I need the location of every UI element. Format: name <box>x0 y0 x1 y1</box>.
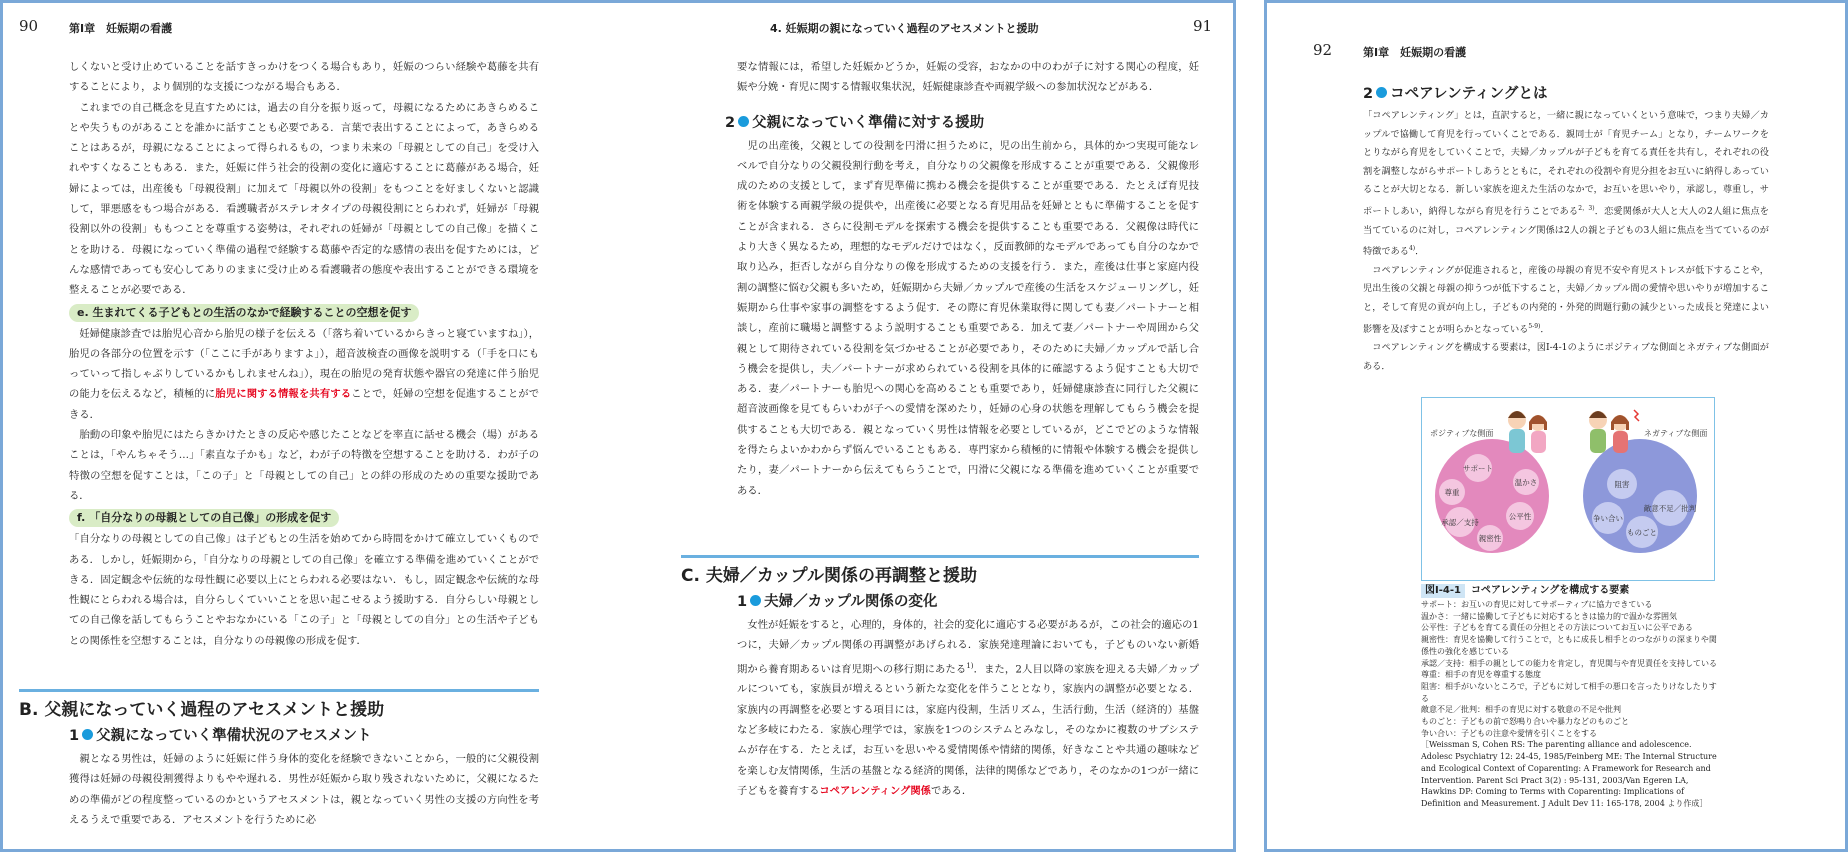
heading-2: 2 父親になっていく準備に対する援助 <box>725 114 985 131</box>
caption-title-row: 図Ⅰ-4-1 コペアレンティングを構成する要素 <box>1421 584 1721 598</box>
item-label: 親密性 <box>1478 534 1502 543</box>
item-label: 承認／支持 <box>1441 518 1479 527</box>
caption-line: 温かさ：一緒に協働して子どもに対応するときは協力的で温かな雰囲気 <box>1421 611 1677 621</box>
item-label: 敵意不足／批判 <box>1643 504 1697 513</box>
heading-b1: 1 父親になっていく準備状況のアセスメント <box>69 728 372 744</box>
caption-line: 敵意不足／批判：相手の育児に対する敬意の不足や批判 <box>1421 705 1621 715</box>
single-page <box>1264 0 1848 852</box>
emphasis-text: コペアレンティング関係 <box>819 784 931 797</box>
running-head-left: 第Ⅰ章 妊娠期の看護 <box>69 22 173 35</box>
paragraph: 女性が妊娠をすると，心理的，身体的，社会的変化に適応する必要があるが，この社会的適応の1つに，夫婦／カップル関係の再調整があげられる．家族発達理論においても，子どものいない新婚期から養育期あるいは育児期への移行期にあたる$^{1)}$．また，2人目以降の家族を迎える夫婦／カップルについても，家族員が増えるという新たな変化を伴うこととなり，家族内の調整が必要となる．家族内の再調整を必要とする項目には，家庭内役割，生活リズム，生活行動，生活（経済的）基盤など多岐にわたる．家族心理学では，家族を1つのシステムとみなし，そのなかに複数のサブシステムが存在する．たとえば，お互いを思いやる愛情関係や情緒的関係，好きなことや共通の趣味などを楽しむ友情関係，生活の基盤となる経済的関係，法律的関係などであり，そのなかの1つが一緒に子どもを養育するコペアレンティング関係である． <box>737 619 1199 797</box>
section-b-body <box>69 721 539 830</box>
section-c-body <box>737 587 1199 801</box>
subheading-f: f. 「自分なりの母親としての自己像」の形成を促す <box>69 509 339 527</box>
paragraph: しくないと受け止めていることを話すきっかけをつくる場合もあり，妊娠のつらい経験や葛藤を共有することにより，より個別的な支援につながる場合もある． <box>69 61 539 94</box>
paragraph: 親となる男性は，妊婦のように妊娠に伴う身体的変化を経験できないことから，一般的に父親役割獲得は妊婦の母親役割獲得よりもやや遅れる．男性が妊娠から取り残されないために，父親になるための準備がどの程度整っているのかというアセスメントは，親となっていく男性の支援の方向性を考えるうえで重要である．アセスメントを行うために必 <box>69 753 539 826</box>
paragraph: これまでの自己概念を見直すためには，過去の自分を振り返って，母親になるためにあきらめることや失うものがあることを誰かに話すことも必要である．言葉で表出することによって，あきらめることはあるが，母親になることによって得られるもの，つまり未来の「母親としての自己」を受け入れやすくなることもある．また，妊娠に伴う社会的役割の変化に適応することに葛藤がある場合，妊婦によっては，出産後も「母親役割」に加えて「母親以外の役割」をもつことを好ましくないと認識して，罪悪感をもつ場合がある．看護職者がステレオタイプの母親役割にとらわれず，妊婦が「母親役割以外の役割」ももつことを尊重する姿勢は，それぞれの妊婦が「母親としての自己像」を描くことを助ける．母親になっていく準備の過程で経験する葛藤や否定的な感情の表出を促すためには，どんな感情であっても安心してありのままに受け止める看護職者の態度や表出することができる環境を整えることが必要である． <box>69 101 539 297</box>
coparenting-illustration <box>1422 398 1714 580</box>
item-label: ものごと <box>1627 528 1657 537</box>
left-page-text <box>69 57 539 651</box>
caption-line: 承認／支持：相手の親としての能力を肯定し，育児関与や育児責任を支持している <box>1421 658 1717 668</box>
right-page-text <box>725 57 1199 501</box>
subheading-e: e. 生まれてくる子どもとの生活のなかで経験することの空想を促す <box>69 304 419 322</box>
bullet-dot-icon <box>738 116 749 127</box>
item-label: 阻害 <box>1614 480 1630 489</box>
paragraph: コペアレンティングが促進されると，産後の母親の育児不安や育児ストレスが低下することや，児出生後の父親と母親の抑うつが低下すること，夫婦／カップル間の愛情や思いやりが増加すること，そして育児の貢が向上し，子どもの内発的・外発的問題行動の減少といった成長と発達によい影響を及ぼすことが明らかとなっている$^{5-9)}$． <box>1363 264 1769 335</box>
figure-badge: 図Ⅰ-4-1 <box>1421 584 1465 598</box>
caption-line: 親密性：育児を協働して行うことで，ともに成長し相手とのつながりの深まりや関係性の強化を感じている <box>1421 635 1717 656</box>
bullet-dot-icon <box>750 595 761 606</box>
paragraph: 胎動の印象や胎児にはたらきかけたときの反応や感じたことなどを率直に話せる機会（場）があることは，「やんちゃそう…」「素直な子かも」など，わが子の特徴を空想することを助ける．わが子の特徴の空想を促すことは，「この子」と「母親としての自己」との絆の形成のための重要な援助である． <box>69 429 539 502</box>
item-label: 争い合い <box>1593 514 1623 523</box>
page-number-right: 91 <box>1193 17 1213 35</box>
bullet-dot-icon <box>82 729 93 740</box>
caption-line: 尊重：相手の育児を尊重する態度 <box>1421 670 1541 680</box>
paragraph: 「自分なりの母親としての自己像」は子どもとの生活を始めてから時間をかけて確立していくものである．しかし，妊娠期から，「自分なりの母親としての自己像」を確立する準備を進めていくことができる．固定観念や伝統的な母性観に必要以上にとらわれる必要はない．もし，固定観念や伝統的な母性観にとらわれる場合は，自分らしくていいことを思い起こせるよう援助する．自分らしい母親としての自己像を話してもらうことやおなかにいる「この子」と「母親としての自分」との生活や子どもとの関係性を空想することは，自分なりの母親像の形成を促す． <box>69 533 539 647</box>
caption-line: 公平性：子どもを育てる責任の分担とその方法についてお互いに公平である <box>1421 623 1693 633</box>
heading-c1: 1 夫婦／カップル関係の変化 <box>737 594 938 610</box>
emphasis-text: 胎児に関する情報を共有する <box>215 388 352 401</box>
parents-positive-icon <box>1508 411 1547 453</box>
caption-line: 争い合い：子どもの注意や愛情を引くことをする <box>1421 728 1597 738</box>
paragraph: 「コペアレンティング」とは，直訳すると，一緒に親になっていくという意味で，つまり夫婦／カップルで協働して育児を行っていくことである．親同士が「育児チーム」となり，チームワークをとりながら育児をしていくことで，夫婦／カップルが子どもを育てる責任を共有し，それぞれの役割を調整しながらサポートしあうとともに，それぞれの役割や育児分担をお互いに納得しあっていることが大切となる．新しい家族を迎えた生活のなかで，お互いを思いやり，承認し，尊重し，サポートしあい，納得しながら育児を行うことである$^{2,3)}$．恋愛関係が大人と大人の2人組に焦点を当てているのに対し，コペアレンティング関係は2人の親と子どもの3人組に焦点を当てているのが特徴である$^{4)}$． <box>1363 110 1769 258</box>
heading-coparenting: 2 コペアレンティングとは <box>1363 86 1548 102</box>
page-number-left: 90 <box>19 17 39 35</box>
bullet-dot-icon <box>1376 87 1387 98</box>
page-number-92: 92 <box>1313 41 1333 59</box>
paragraph: コペアレンティングを構成する要素は，図Ⅰ-4-1のようにポジティブな側面とネガティブな側面がある． <box>1363 342 1769 372</box>
paragraph: 児の出産後，父親としての役割を円滑に担うために，児の出生前から，具体的かつ実現可能なレベルで自分なりの父親役割行動を考え，自分なりの父親像を形成することが重要である．父親像形成のための支援として，まず育児準備に携わる機会を提供することが重要である．たとえば育児技術を体験する両親学級の提供や，出産後に必要となる育児用品を妊婦とともに準備することを促すことが含まれる．さらに役割モデルを探索する機会を提供することも重要である．父親像は時代により大きく異なるため，理想的なモデルだけではなく，反面教師的なモデルであっても自分のなかで取り込み，拒否しながら自分なりの像を形成するための支援を行う．また，産後は仕事と家庭内役割の調整に悩む父親も多いため，妊娠期から夫婦／カップルで産後の生活をスケジューリングし，妊娠期から仕事や家事の調整をするよう促す．その際に育児休業取得に関しても妻／パートナーと相談し，産前に職場と調整するよう説明することも重要である．加えて妻／パートナーや周囲から父親として期待されている役割を気づかせることが必要であり，そのために夫婦／カップルで話し合う機会を提供し，夫／パートナーが求められている役割を具体的に確認するよう促すことも大切である．妻／パートナーも胎児への関心を高めることも重要であり，妊婦健康診査に同行した父親に超音波画像を見てもらいわが子への愛情を深めたり，妊婦の心身の状態を理解してもらう機会を提供することも大切である．親となっていく男性は情報を必要としているが，どこでどのような情報を得たらよいかわからず悩んでいることもある．専門家から積極的に情報や体験する機会を提供したり，妻／パートナーから伝えてもらうことで，円滑に父親になる準備を進めていくことが重要である． <box>737 139 1199 497</box>
paragraph: 要な情報には，希望した妊娠かどうか，妊娠の受容，おなかの中のわが子に対する関心の程度，妊娠や分娩・育児に関する情報収集状況，妊娠健康診査や両親学級への参加状況などがある． <box>737 61 1199 94</box>
page92-text <box>1363 83 1769 377</box>
running-head-92: 第Ⅰ章 妊娠期の看護 <box>1363 46 1467 59</box>
caption-line: ものごと：子どもの前で怒鳴り合いや暴力などのものごと <box>1421 717 1629 727</box>
item-label: サポート <box>1463 464 1493 473</box>
paragraph: 妊婦健康診査では胎児心音から胎児の様子を伝える（「落ち着いているからきっと寝ていますね」），胎児の各部分の位置を示す（「ここに手がありますよ」），超音波検査の画像を説明する（「手を口にもっていって指しゃぶりしているかもしれませんね」），現在の胎児の発育状態や器官の発達に伴う胎児の能力を伝えるなど，積極的に胎児に関する情報を共有することで，妊婦の空想を促進することができる． <box>69 327 540 421</box>
item-label: 温かさ <box>1514 478 1538 487</box>
negative-label: ネガティブな側面 <box>1644 429 1708 438</box>
positive-label: ポジティブな側面 <box>1430 429 1494 438</box>
caption-line: 阻害：相手がいないところで，子どもに対して相手の悪口を言ったりけなしたりする <box>1421 681 1717 703</box>
section-heading-b: B. 父親になっていく過程のアセスメントと援助 <box>19 689 539 720</box>
coparenting-figure <box>1421 397 1715 581</box>
section-heading-c: C. 夫婦／カップル関係の再調整と援助 <box>681 555 1199 586</box>
item-label: 尊重 <box>1444 488 1460 497</box>
caption-reference: ［Weissman S, Cohen RS: The parenting alliance and adolescence. Adolesc Psychiatry 12: 24-45, 1985/Feinberg ME: The Internal Structure and Ecological Context of Coparenting: A Framework for Research and Intervention. Parent Sci Pract 3(2) : 95-131, 2003/Van Egeren LA, Hawkins DP: Coming to Terms with Coparenting: Implications of Definition and Measurement. J Adult Dev 11: 165-178, 2004 より作成］ <box>1421 740 1717 808</box>
caption-line: サポート：お互いの育児に対してサポーティブに協力できている <box>1421 600 1653 609</box>
item-label: 公平性 <box>1508 512 1532 521</box>
running-head-right: 4. 妊娠期の親になっていく過程のアセスメントと援助 <box>770 22 1039 35</box>
figure-caption <box>1421 584 1721 810</box>
